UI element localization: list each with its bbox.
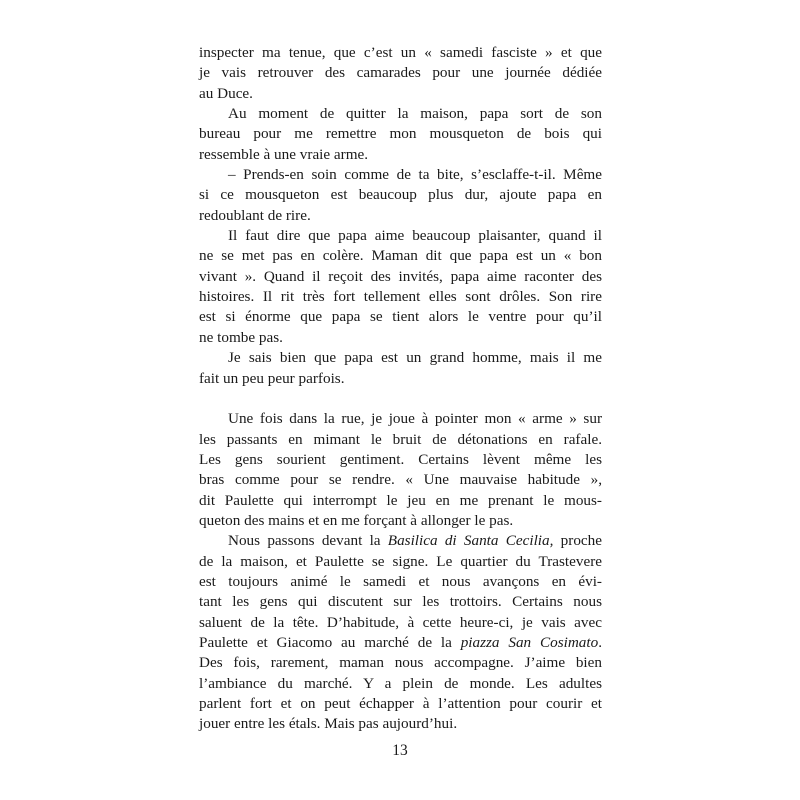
text-line: est toujours animé le samedi et nous avançons en évi- bbox=[199, 572, 602, 590]
text-line: je vais retrouver des camarades pour une journée dédiée bbox=[199, 64, 602, 82]
text-line: Des fois, rarement, maman nous accompagne. J’aime bien bbox=[199, 654, 602, 672]
text-line: queton des mains et en me forçant à allonger le pas. bbox=[199, 511, 514, 529]
text-line: l’ambiance du marché. Y a plein de monde. Les adultes bbox=[199, 674, 602, 692]
text-line: les passants en mimant le bruit de détonations en rafale. bbox=[199, 430, 602, 448]
text-line: Je sais bien que papa est un grand homme, mais il me bbox=[228, 349, 602, 367]
paragraph-break bbox=[199, 389, 602, 409]
text-line: histoires. Il rit très fort tellement elles sont drôles. Son rire bbox=[199, 288, 602, 306]
text-line: Les gens sourient gentiment. Certains lèvent même les bbox=[199, 450, 602, 468]
text-line: est si énorme que papa se tient alors le ventre pour qu’il bbox=[199, 308, 602, 326]
text-line: bureau pour me remettre mon mousqueton de bois qui bbox=[199, 125, 602, 143]
text-line: inspecter ma tenue, que c’est un « samedi fasciste » et que bbox=[199, 44, 602, 61]
text-line: bras comme pour se rendre. « Une mauvaise habitude », bbox=[199, 471, 602, 489]
text-line: Nous passons devant la Basilica di Santa Cecilia, proche bbox=[228, 532, 603, 550]
text-line: ne se met pas en colère. Maman dit que papa est un « bon bbox=[199, 247, 602, 265]
text-line: jouer entre les étals. Mais pas aujourd’hui. bbox=[199, 715, 458, 733]
text-line: dit Paulette qui interrompt le jeu en me prenant le mous- bbox=[199, 491, 602, 509]
text-line: fait un peu peur parfois. bbox=[199, 369, 345, 387]
text-line: au Duce. bbox=[199, 84, 253, 102]
text-line: Il faut dire que papa aime beaucoup plaisanter, quand il bbox=[228, 227, 602, 245]
text-line: tant les gens qui discutent sur les trottoirs. Certains nous bbox=[199, 593, 602, 611]
text-line: de la maison, et Paulette se signe. Le quartier du Trastevere bbox=[199, 552, 602, 570]
text-line: redoublant de rire. bbox=[199, 206, 311, 224]
text-line: – Prends-en soin comme de ta bite, s’esclaffe-t-il. Même bbox=[228, 166, 602, 184]
text-line: Paulette et Giacomo au marché de la piazza San Cosimato. bbox=[199, 633, 602, 651]
text-line: vivant ». Quand il reçoit des invités, papa aime raconter des bbox=[199, 267, 602, 285]
page-number: 13 bbox=[392, 742, 408, 759]
text-line: Au moment de quitter la maison, papa sort de son bbox=[228, 105, 602, 123]
text-line: si ce mousqueton est beaucoup plus dur, ajoute papa en bbox=[199, 186, 602, 204]
italic-text: Basilica di Santa Cecilia, bbox=[387, 532, 554, 550]
text-line: saluent de la tête. D’habitude, à cette heure-ci, je vais avec bbox=[199, 613, 602, 631]
text-line: ressemble à une vraie arme. bbox=[199, 145, 369, 163]
body-text bbox=[199, 43, 602, 735]
text-line: Une fois dans la rue, je joue à pointer mon « arme » sur bbox=[228, 410, 602, 428]
text-line: parlent fort et on peut échapper à l’attention pour courir et bbox=[199, 695, 602, 712]
italic-text: piazza San Cosimato bbox=[460, 633, 599, 651]
text-line: ne tombe pas. bbox=[199, 328, 283, 346]
